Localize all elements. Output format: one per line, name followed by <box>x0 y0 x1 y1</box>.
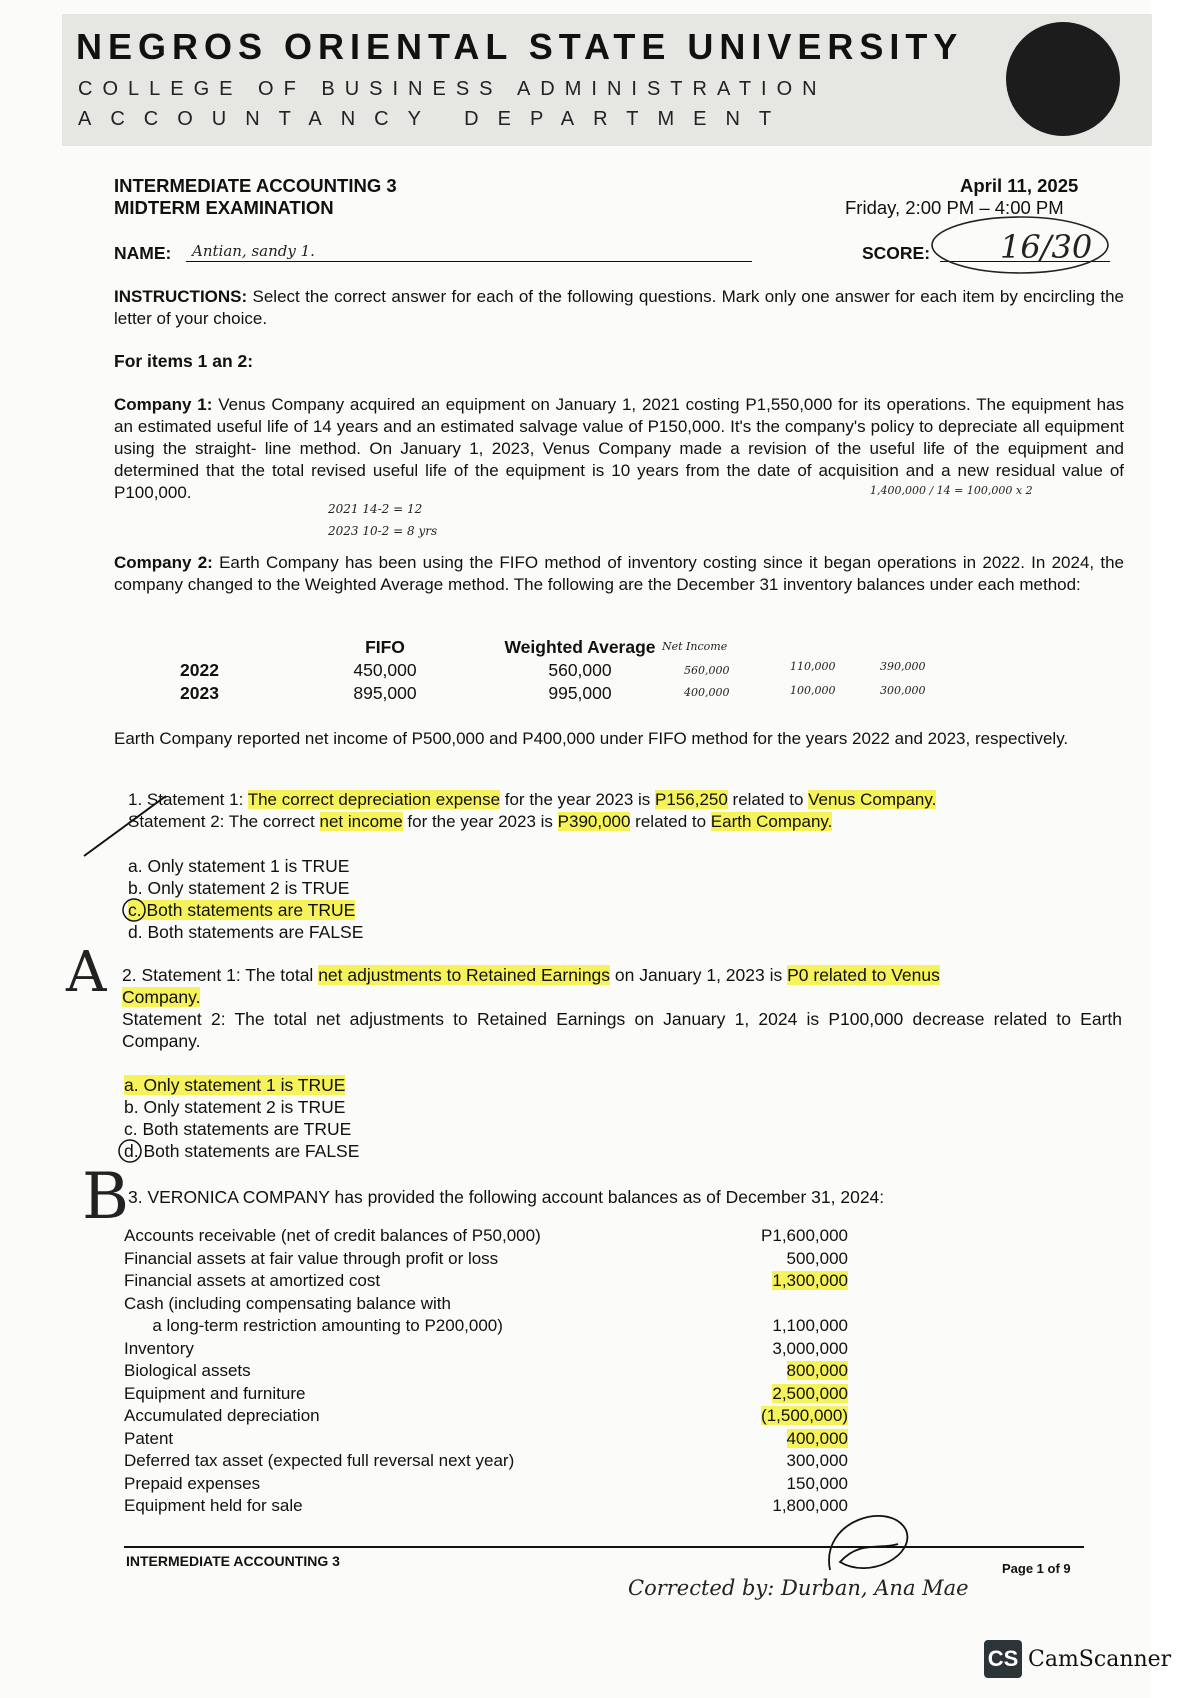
corrected-by: Corrected by: Durban, Ana Mae <box>628 1576 969 1600</box>
company2-text: Earth Company has been using the FIFO method of inventory costing since it began operations in 2022. In 2024, the company changed to the Weighted Average method. The following are the December 31 inventory balances under each method: <box>114 553 1124 594</box>
list-item: Cash (including compensating balance with <box>124 1293 451 1313</box>
handwritten-ni-2023: 400,000 <box>684 686 730 699</box>
footer-page: Page 1 of 9 <box>1002 1561 1071 1576</box>
camscanner-logo-icon: CS <box>984 1640 1022 1678</box>
course-title: INTERMEDIATE ACCOUNTING 3 <box>114 175 397 196</box>
col-weighted-average: Weighted Average <box>504 637 656 657</box>
q1-wrong-mark <box>80 790 170 860</box>
college-name: COLLEGE OF BUSINESS ADMINISTRATION <box>78 78 827 100</box>
q1-answer-circle <box>120 896 148 924</box>
q2-option-d[interactable]: d. Both statements are FALSE <box>124 1141 360 1161</box>
row-fifo: 450,000 <box>353 660 417 680</box>
q3-intro: 3. VERONICA COMPANY has provided the following account balances as of December 31, 2024: <box>128 1187 885 1207</box>
scan-border <box>1150 0 1200 1698</box>
account-balances-list <box>124 1225 848 1518</box>
company2-label: Company 2: <box>114 553 213 572</box>
list-item: Prepaid expenses 150,000 <box>124 1473 848 1493</box>
score-value: 16/30 <box>1000 228 1093 266</box>
score-circle <box>925 212 1115 278</box>
handwritten-adj-2022: 110,000 <box>790 660 836 673</box>
q2-statement-1-cont: Company. <box>122 987 201 1007</box>
company2-paragraph <box>114 552 1124 596</box>
student-name: Antian, sandy 1. <box>192 242 315 260</box>
col-fifo: FIFO <box>365 637 405 657</box>
list-item: Accumulated depreciation (1,500,000) <box>124 1406 848 1425</box>
row-wa: 560,000 <box>548 660 612 680</box>
camscanner-watermark <box>984 1640 1171 1680</box>
q1-statement-2: Statement 2: The correct net income for the year 2023 is P390,000 related to Earth Company. <box>128 812 833 831</box>
items-heading: For items 1 an 2: <box>114 351 254 371</box>
handwritten-col3-2022: 390,000 <box>880 660 926 673</box>
signature-icon <box>810 1500 920 1590</box>
q1-statement-1: 1. Statement 1: The correct depreciation expense for the year 2023 is P156,250 related to Venus Company. <box>128 790 937 809</box>
company1-label: Company 1: <box>114 395 213 414</box>
list-item: Accounts receivable (net of credit balances of P50,000) P1,600,000 <box>124 1226 848 1245</box>
row-year: 2022 <box>180 660 219 680</box>
handwritten-calc-3: 1,400,000 / 14 = 100,000 x 2 <box>870 484 1033 497</box>
list-item: Financial assets at amortized cost 1,300,000 <box>124 1271 848 1290</box>
score-label: SCORE: <box>862 243 931 263</box>
exam-time: Friday, 2:00 PM – 4:00 PM <box>845 197 1064 218</box>
name-label: NAME: <box>114 243 172 263</box>
handwritten-net-income: Net Income <box>662 640 728 653</box>
q1-option-d[interactable]: d. Both statements are FALSE <box>128 922 364 942</box>
handwritten-ni-2022: 560,000 <box>684 664 730 677</box>
list-item: Equipment held for sale 1,800,000 <box>124 1496 848 1515</box>
footer-rule <box>124 1546 1084 1548</box>
list-item: Financial assets at fair value through profit or loss 500,000 <box>124 1248 848 1268</box>
table-row <box>160 659 700 682</box>
camscanner-name: CamScanner <box>1028 1646 1172 1672</box>
handwritten-mark-b: B <box>82 1160 130 1234</box>
list-item: Deferred tax asset (expected full reversal next year) 300,000 <box>124 1451 848 1470</box>
table-row <box>160 682 700 705</box>
footer-course: INTERMEDIATE ACCOUNTING 3 <box>126 1553 340 1569</box>
q2-statement-1: 2. Statement 1: The total net adjustments to Retained Earnings on January 1, 2023 is P0 related to Venus <box>122 965 940 985</box>
list-item: Inventory 3,000,000 <box>124 1338 848 1358</box>
row-year: 2023 <box>180 683 219 703</box>
list-item: Biological assets 800,000 <box>124 1361 848 1380</box>
q1-option-a[interactable]: a. Only statement 1 is TRUE <box>128 856 350 876</box>
university-name: NEGROS ORIENTAL STATE UNIVERSITY <box>76 26 964 67</box>
exam-date: April 11, 2025 <box>960 175 1079 196</box>
q2-option-b[interactable]: b. Only statement 2 is TRUE <box>124 1097 346 1117</box>
instructions-label: INSTRUCTIONS: <box>114 287 248 306</box>
instructions-text: Select the correct answer for each of the following questions. Mark only one answer for each item by encircling the letter of your choice. <box>114 287 1124 328</box>
list-item: Equipment and furniture 2,500,000 <box>124 1383 848 1403</box>
q1-option-c[interactable]: c. Both statements are TRUE <box>128 900 356 920</box>
earth-income-note: Earth Company reported net income of P500,000 and P400,000 under FIFO method for the years 2022 and 2023, respectively. <box>114 729 1069 748</box>
instructions <box>114 286 1124 330</box>
exam-title: MIDTERM EXAMINATION <box>114 197 334 218</box>
handwritten-adj-2023: 100,000 <box>790 684 836 697</box>
table-header-row <box>160 636 700 659</box>
q2-statement-2: Statement 2: The total net adjustments to Retained Earnings on January 1, 2024 is P100,000 decrease related to Earth Company. <box>122 1009 1122 1051</box>
q1-option-b[interactable]: b. Only statement 2 is TRUE <box>128 878 350 898</box>
row-wa: 995,000 <box>548 683 612 703</box>
inventory-table <box>160 636 700 705</box>
university-seal-icon <box>1006 22 1120 136</box>
list-item: Patent 400,000 <box>124 1428 848 1448</box>
q2-option-c[interactable]: c. Both statements are TRUE <box>124 1119 352 1139</box>
department-name: ACCOUNTANCY DEPARTMENT <box>78 108 791 130</box>
university-banner <box>62 14 1152 146</box>
list-item: a long-term restriction amounting to P200,000) 1,100,000 <box>124 1316 848 1335</box>
handwritten-calc-2: 2023 10-2 = 8 yrs <box>328 524 438 538</box>
company1-text: Venus Company acquired an equipment on January 1, 2021 costing P1,550,000 for its operations. The equipment has an estimated useful life of 14 years and an estimated salvage value of P150,000. It's the company's policy to depreciate all equipment using the straight- line method. On January 1, 2023, Venus Company made a revision of the useful life of the equipment and determined that the total revised useful life of the equipment is 10 years from the date of acquisition and a new residual value of P100,000. <box>114 395 1124 502</box>
handwritten-mark-a: A <box>66 940 107 1005</box>
name-line <box>186 261 752 262</box>
handwritten-col3-2023: 300,000 <box>880 684 926 697</box>
row-fifo: 895,000 <box>353 683 417 703</box>
handwritten-calc-1: 2021 14-2 = 12 <box>328 502 423 516</box>
q2-option-a[interactable]: a. Only statement 1 is TRUE <box>124 1075 346 1095</box>
